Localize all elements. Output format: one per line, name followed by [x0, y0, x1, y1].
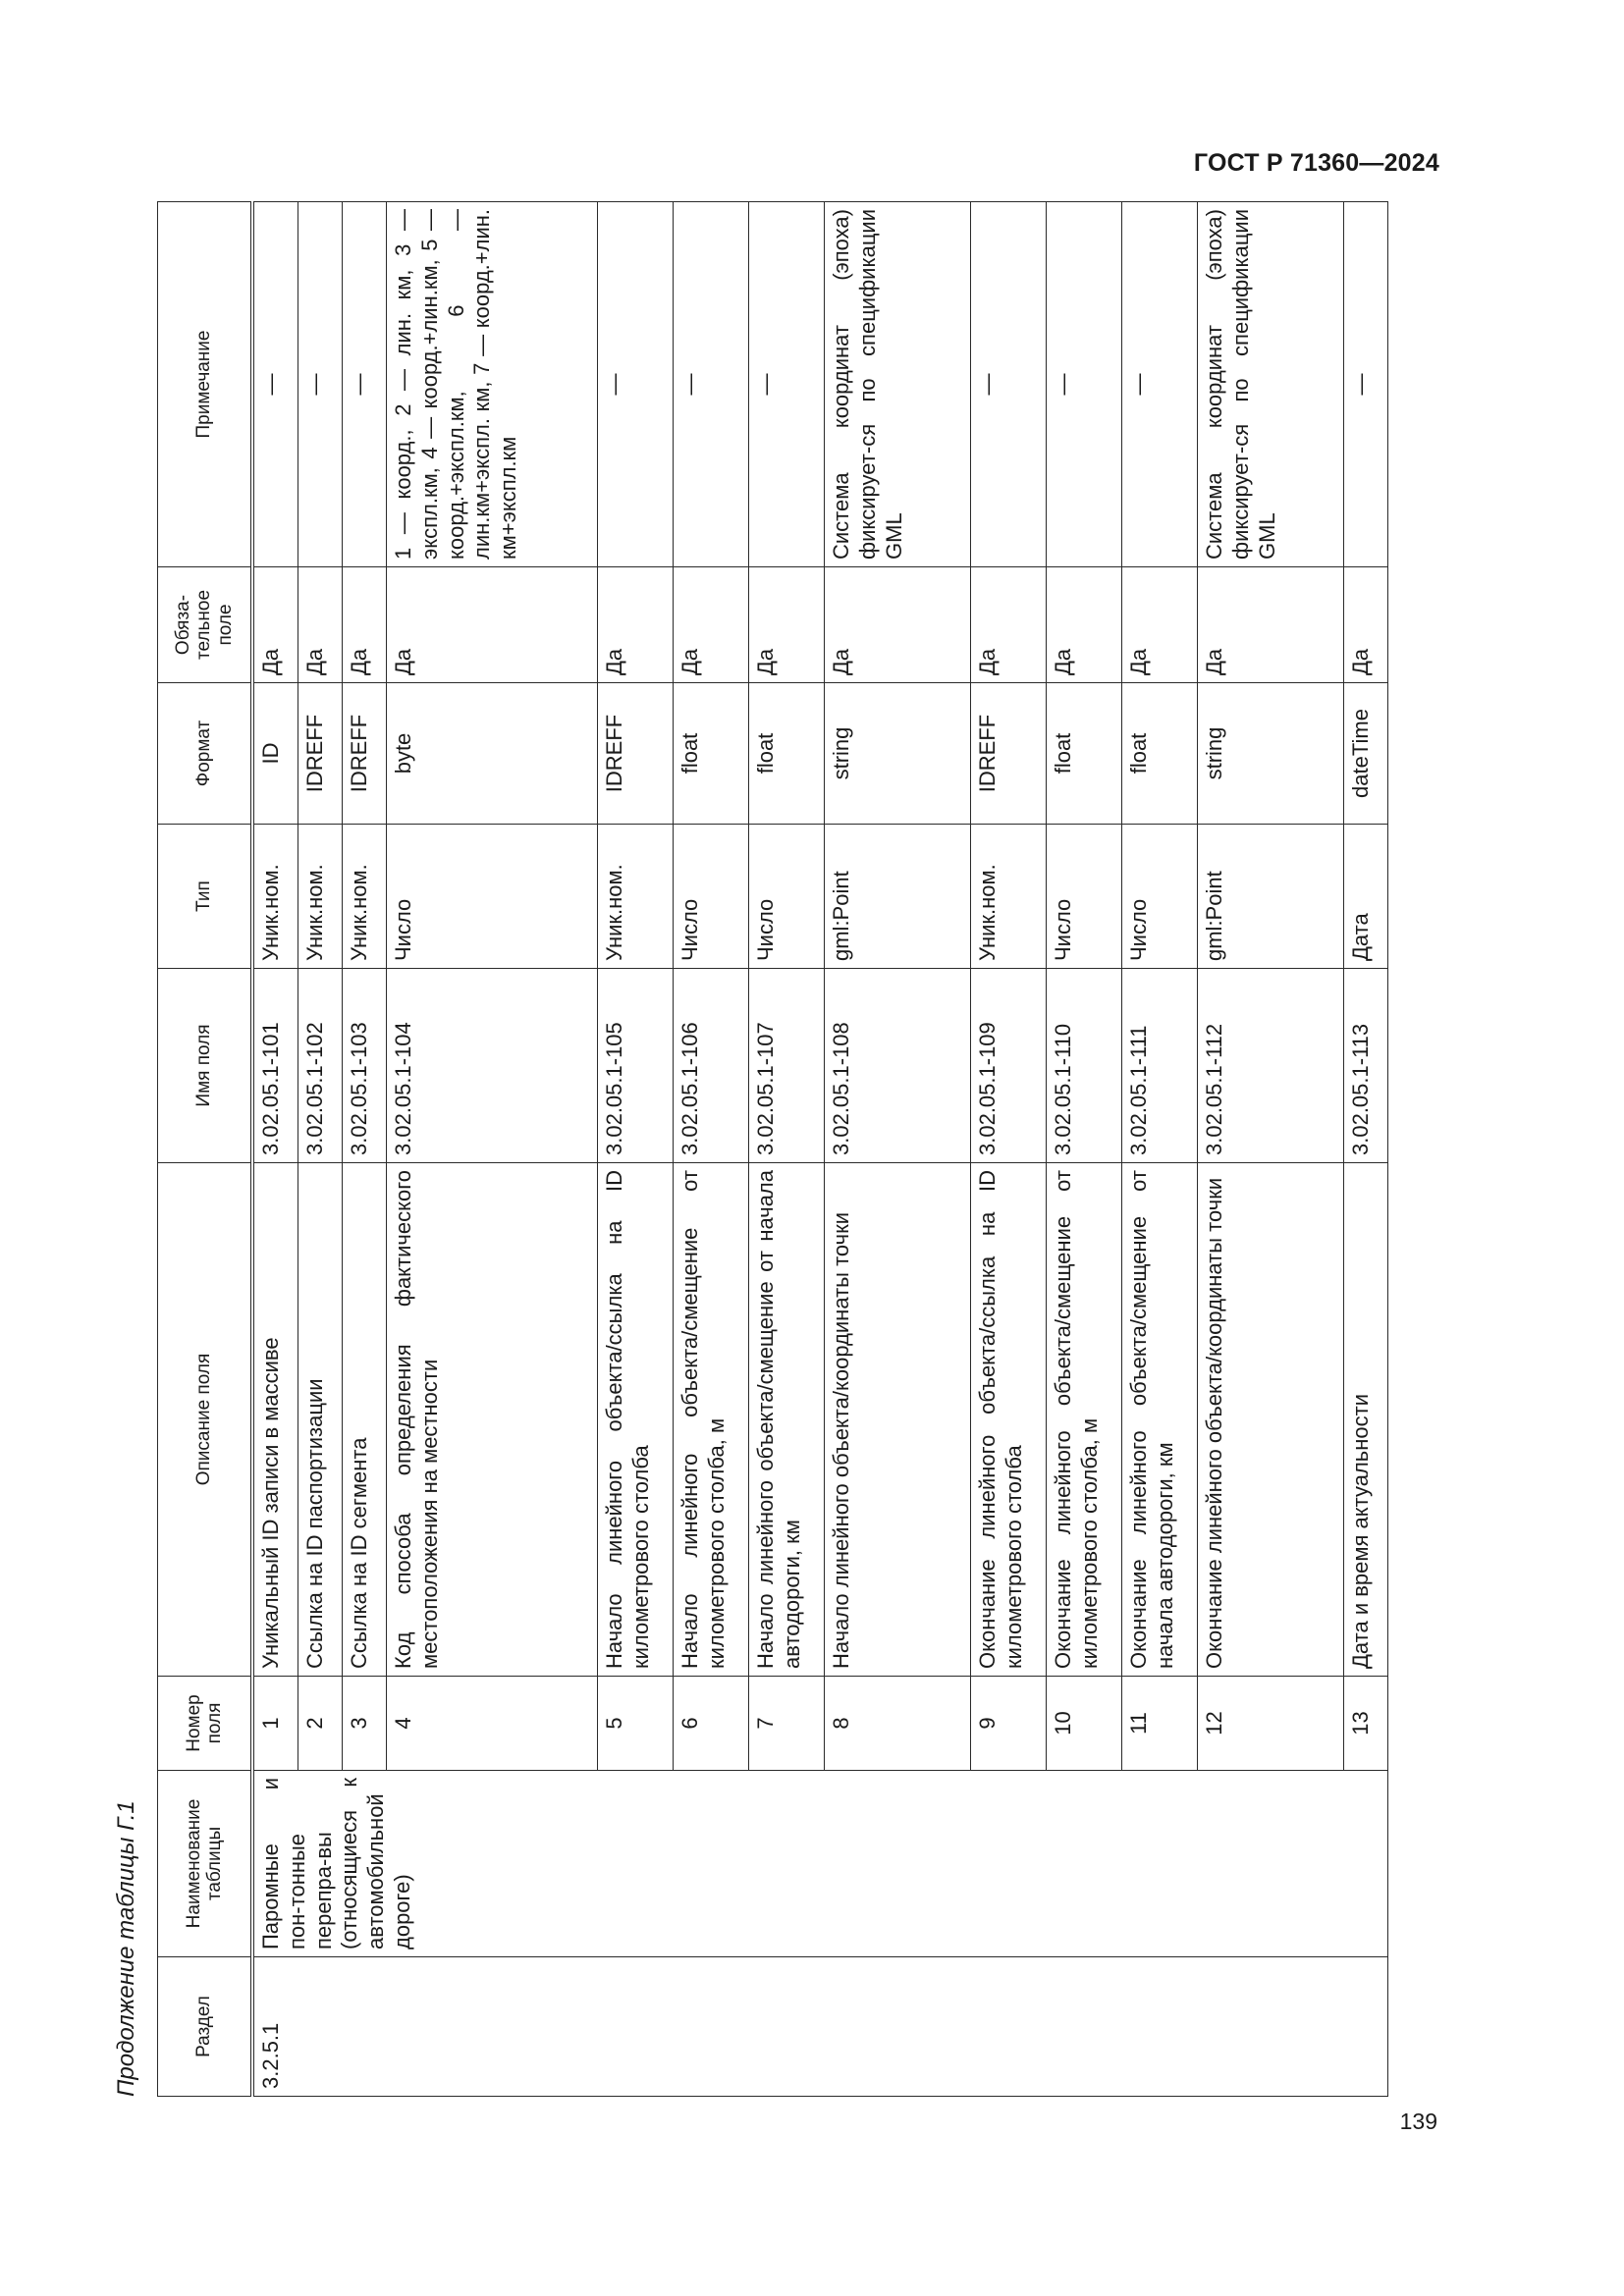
- type-cell: Дата: [1344, 825, 1388, 969]
- note-cell: —: [298, 202, 343, 567]
- header-note: Примечание: [158, 202, 253, 567]
- mandatory-cell: Да: [298, 567, 343, 683]
- header-table-name: Наименование таблицы: [158, 1771, 253, 1957]
- page-number: 139: [1399, 2109, 1437, 2134]
- format-cell: IDREFF: [343, 683, 387, 825]
- mandatory-cell: Да: [825, 567, 971, 683]
- field-number-cell: 2: [298, 1677, 343, 1771]
- rotated-table-block: [113, 202, 1409, 2097]
- type-cell: Уник.ном.: [343, 825, 387, 969]
- mandatory-cell: Да: [674, 567, 749, 683]
- field-description-cell: Начало линейного объекта/смещение от начала автодороги, км: [749, 1163, 825, 1677]
- header-type: Тип: [158, 825, 253, 969]
- continuation-label: Продолжение таблицы Г.1: [113, 1800, 139, 2097]
- mandatory-cell: Да: [1344, 567, 1388, 683]
- type-cell: gml:Point: [825, 825, 971, 969]
- field-description-cell: Дата и время актуальности: [1344, 1163, 1388, 1677]
- field-description-cell: Ссылка на ID сегмента: [343, 1163, 387, 1677]
- mandatory-cell: Да: [749, 567, 825, 683]
- field-number-cell: 12: [1198, 1677, 1344, 1771]
- note-cell: —: [343, 202, 387, 567]
- data-table: [157, 201, 1388, 2097]
- field-number-cell: 1: [252, 1677, 298, 1771]
- format-cell: string: [825, 683, 971, 825]
- field-number-cell: 6: [674, 1677, 749, 1771]
- note-cell: Система координат (эпоха) фиксирует-ся по спецификации GML: [1198, 202, 1344, 567]
- note-cell: Система координат (эпоха) фиксирует-ся по спецификации GML: [825, 202, 971, 567]
- field-name-cell: 3.02.05.1-112: [1198, 969, 1344, 1163]
- field-name-cell: 3.02.05.1-108: [825, 969, 971, 1163]
- mandatory-cell: Да: [252, 567, 298, 683]
- type-cell: Число: [749, 825, 825, 969]
- header-field-name: Имя поля: [158, 969, 253, 1163]
- field-description-cell: Окончание линейного объекта/смещение от километрового столба, м: [1047, 1163, 1122, 1677]
- section-cell: 3.2.5.1: [252, 1957, 1388, 2097]
- field-description-cell: Код способа определения фактического местоположения на местности: [387, 1163, 598, 1677]
- table-header-row: [158, 202, 253, 2097]
- mandatory-cell: Да: [1047, 567, 1122, 683]
- field-description-cell: Ссылка на ID паспортизации: [298, 1163, 343, 1677]
- mandatory-cell: Да: [971, 567, 1047, 683]
- field-number-cell: 13: [1344, 1677, 1388, 1771]
- mandatory-cell: Да: [387, 567, 598, 683]
- field-description-cell: Окончание линейного объекта/координаты точки: [1198, 1163, 1344, 1677]
- field-description-cell: Начало линейного объекта/координаты точки: [825, 1163, 971, 1677]
- format-cell: IDREFF: [298, 683, 343, 825]
- field-number-cell: 9: [971, 1677, 1047, 1771]
- table-row: [252, 202, 298, 2097]
- mandatory-cell: Да: [343, 567, 387, 683]
- header-format: Формат: [158, 683, 253, 825]
- format-cell: string: [1198, 683, 1344, 825]
- field-number-cell: 10: [1047, 1677, 1122, 1771]
- format-cell: dateTime: [1344, 683, 1388, 825]
- header-section: Раздел: [158, 1957, 253, 2097]
- format-cell: float: [674, 683, 749, 825]
- mandatory-cell: Да: [1122, 567, 1198, 683]
- note-cell: —: [1122, 202, 1198, 567]
- field-number-cell: 3: [343, 1677, 387, 1771]
- field-description-cell: Окончание линейного объекта/ссылка на ID километрового столба: [971, 1163, 1047, 1677]
- type-cell: Уник.ном.: [298, 825, 343, 969]
- field-name-cell: 3.02.05.1-105: [598, 969, 674, 1163]
- field-description-cell: Начало линейного объекта/ссылка на ID километрового столба: [598, 1163, 674, 1677]
- field-description-cell: Окончание линейного объекта/смещение от начала автодороги, км: [1122, 1163, 1198, 1677]
- type-cell: Число: [1122, 825, 1198, 969]
- table-name-cell: Паромные и пон-тонные перепра-вы (относящиеся к автомобильной дороге): [252, 1771, 1388, 1957]
- field-name-cell: 3.02.05.1-113: [1344, 969, 1388, 1163]
- format-cell: IDREFF: [971, 683, 1047, 825]
- format-cell: float: [749, 683, 825, 825]
- note-cell: —: [1047, 202, 1122, 567]
- note-cell: —: [674, 202, 749, 567]
- field-name-cell: 3.02.05.1-101: [252, 969, 298, 1163]
- mandatory-cell: Да: [598, 567, 674, 683]
- type-cell: gml:Point: [1198, 825, 1344, 969]
- field-number-cell: 11: [1122, 1677, 1198, 1771]
- field-description-cell: Уникальный ID записи в массиве: [252, 1163, 298, 1677]
- note-cell: 1 — коорд., 2 — лин. км, 3 — экспл.км, 4 — коорд.+лин.км, 5 — коорд.+экспл.км, 6 — лин.км+экспл. км, 7 — коорд.+лин. км+экспл.км: [387, 202, 598, 567]
- field-name-cell: 3.02.05.1-104: [387, 969, 598, 1163]
- field-name-cell: 3.02.05.1-106: [674, 969, 749, 1163]
- type-cell: Уник.ном.: [598, 825, 674, 969]
- format-cell: ID: [252, 683, 298, 825]
- note-cell: —: [1344, 202, 1388, 567]
- format-cell: byte: [387, 683, 598, 825]
- note-cell: —: [598, 202, 674, 567]
- field-description-cell: Начало линейного объекта/смещение от километрового столба, м: [674, 1163, 749, 1677]
- type-cell: Число: [387, 825, 598, 969]
- field-name-cell: 3.02.05.1-103: [343, 969, 387, 1163]
- field-name-cell: 3.02.05.1-102: [298, 969, 343, 1163]
- type-cell: Число: [674, 825, 749, 969]
- note-cell: —: [252, 202, 298, 567]
- mandatory-cell: Да: [1198, 567, 1344, 683]
- field-number-cell: 5: [598, 1677, 674, 1771]
- field-number-cell: 4: [387, 1677, 598, 1771]
- header-field-description: Описание поля: [158, 1163, 253, 1677]
- format-cell: IDREFF: [598, 683, 674, 825]
- note-cell: —: [749, 202, 825, 567]
- format-cell: float: [1047, 683, 1122, 825]
- field-name-cell: 3.02.05.1-110: [1047, 969, 1122, 1163]
- header-mandatory: Обяза-тельное поле: [158, 567, 253, 683]
- standard-designation: ГОСТ Р 71360—2024: [1193, 149, 1439, 177]
- type-cell: Уник.ном.: [971, 825, 1047, 969]
- header-field-number: Номер поля: [158, 1677, 253, 1771]
- field-name-cell: 3.02.05.1-107: [749, 969, 825, 1163]
- field-name-cell: 3.02.05.1-111: [1122, 969, 1198, 1163]
- field-name-cell: 3.02.05.1-109: [971, 969, 1047, 1163]
- format-cell: float: [1122, 683, 1198, 825]
- type-cell: Уник.ном.: [252, 825, 298, 969]
- field-number-cell: 7: [749, 1677, 825, 1771]
- type-cell: Число: [1047, 825, 1122, 969]
- field-number-cell: 8: [825, 1677, 971, 1771]
- note-cell: —: [971, 202, 1047, 567]
